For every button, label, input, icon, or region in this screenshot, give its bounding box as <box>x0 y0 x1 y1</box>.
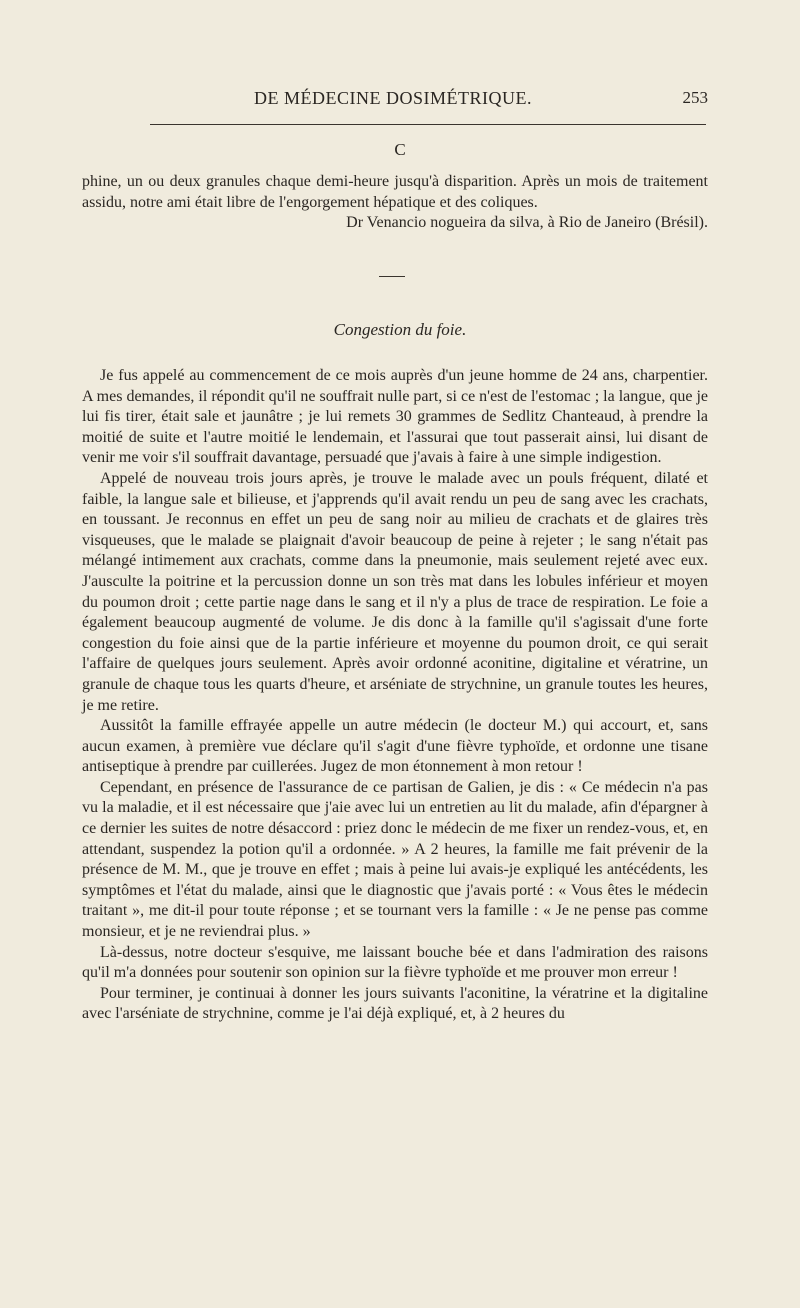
paragraph: Aussitôt la famille effrayée appelle un autre médecin (le docteur M.) qui accourt, et, sans aucun examen, à première vue déclare qu'il s'agit d'une fièvre typhoïde, et ordonne une tisane antiseptique à prendre par cuillerées. Jugez de mon étonnement à mon retour ! <box>82 717 708 776</box>
article-body <box>82 366 708 1025</box>
author-signature: Dr Venancio nogueira da silva, à Rio de Janeiro (Brésil). <box>346 214 708 232</box>
paragraph: Cependant, en présence de l'assurance de ce partisan de Galien, je dis : « Ce médecin n'a pas vu la maladie, et il est nécessaire que j'aie avec lui un entretien au lit du malade, afin d'épargner à ce dernier les suites de notre désaccord : priez donc le médecin de me fixer un rendez-vous, et, en attendant, suspendez la potion qu'il a ordonnée. » A 2 heures, la famille me fait prévenir de la présence de M. M., que je trouve en effet ; mais à peine lui avais-je expliqué les antécédents, les symptômes et l'état du malade, ainsi que le diagnostic que j'avais porté : « Vous êtes le médecin traitant », me dit-il pour toute réponse ; et se tournant vers la famille : « Je ne pense pas comme monsieur, et je ne reviendrai plus. » <box>82 778 708 941</box>
paragraph: Là-dessus, notre docteur s'esquive, me laissant bouche bée et dans l'admiration des raisons qu'il m'a données pour soutenir son opinion sur la fièvre typhoïde et me prouver mon erreur ! <box>82 943 708 982</box>
paragraph: Pour terminer, je continuai à donner les jours suivants l'aconitine, la vératrine et la digitaline avec l'arséniate de strychnine, comme je l'ai déjà expliqué, et, à 2 heures du <box>82 984 708 1023</box>
paragraph: Je fus appelé au commencement de ce mois auprès d'un jeune homme de 24 ans, charpentier. A mes demandes, il répondit qu'il ne souffrait nulle part, si ce n'est de l'estomac ; la langue, que je lui fis tirer, était sale et jaunâtre ; je lui remets 30 grammes de Sedlitz Chanteaud, à prendre la moitié de suite et l'autre moitié le lendemain, et l'assurai que tout passerait ainsi, lui disant de venir me voir s'il souffrait davantage, persuadé que j'avais à faire à une simple indigestion. <box>82 367 708 467</box>
continuation-paragraph: phine, un ou deux granules chaque demi-heure jusqu'à disparition. Après un mois de traitement assidu, notre ami était libre de l'engorgement hépatique et des coliques. <box>82 173 708 211</box>
continuation-block <box>82 172 708 234</box>
paragraph: Appelé de nouveau trois jours après, je trouve le malade avec un pouls fréquent, dilaté et faible, la langue sale et bilieuse, et j'apprends qu'il avait rendu un peu de sang avec les crachats, en toussant. Je reconnus en effet un peu de sang noir au milieu de crachats et de glaires très visqueuses, que le malade se plaignait d'avoir beaucoup de peine à rejeter ; le sang n'était pas mélangé intimement aux crachats, comme dans la pneumonie, mais seulement rejeté avec eux. J'ausculte la poitrine et la percussion donne un son très mat dans les lobules inférieur et moyen du poumon droit ; cette partie nage dans le sang et il n'y a plus de trace de respiration. Le foie a également beaucoup augmenté de volume. Je dis donc à la famille qu'il s'agissait d'une forte congestion du foie ainsi que de la partie inférieure et moyenne du poumon droit, ce qui serait l'affaire de quelques jours seulement. Après avoir ordonné aconitine, digitaline et vératrine, un granule de chaque tous les quarts d'heure, et arséniate de strychnine, un granule toutes les heures, je me retire. <box>82 469 708 714</box>
section-title: Congestion du foie. <box>333 320 467 339</box>
page-number: 253 <box>682 88 708 107</box>
header-rule <box>150 124 706 125</box>
section-separator <box>379 276 405 277</box>
signature-letter: C <box>394 140 406 159</box>
running-title: DE MÉDECINE DOSIMÉTRIQUE. <box>254 88 532 108</box>
page-header <box>78 88 708 112</box>
